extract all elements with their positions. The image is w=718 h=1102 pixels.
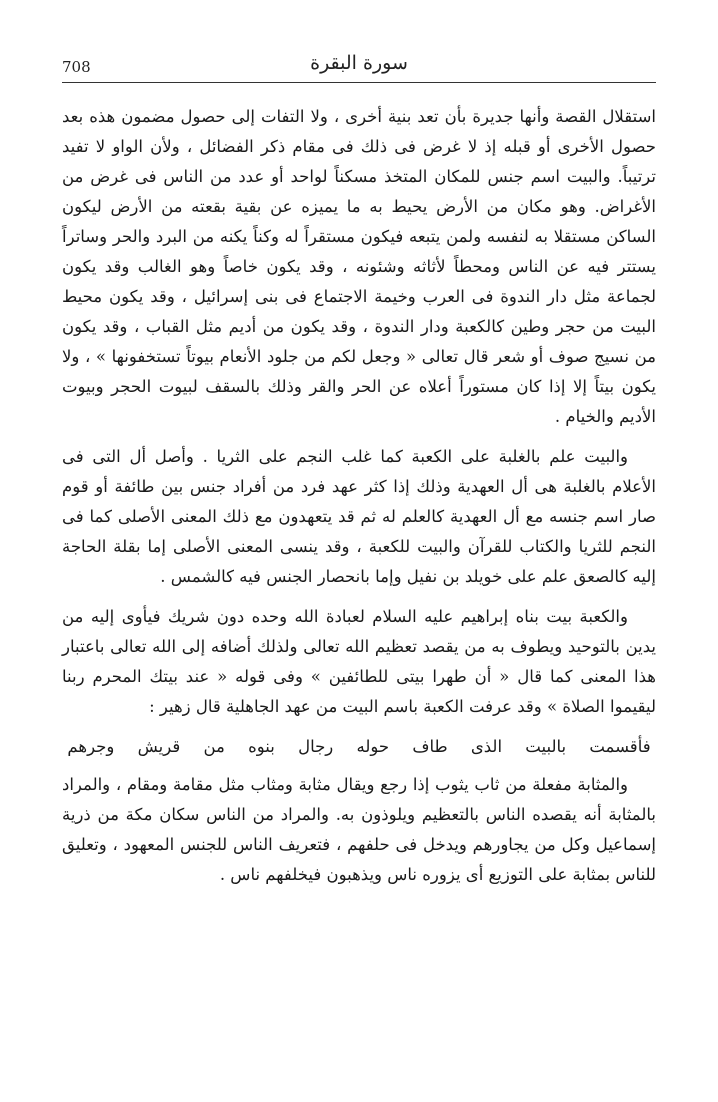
paragraph-house-definition: استقلال القصة وأنها جديرة بأن تعد بنية أخرى ، ولا التفات إلى حصول مضمون هذه بعد حصول الأخرى أو قبله إذ لا غرض فى ذلك فى مقام ذكر الفضائل ، ولأن الواو لا تفيد ترتيباً. والبيت اسم جنس للمكان المتخذ مسكناً لواحد أو عدد من الناس فى غرض من الأغراض. وهو مكان من الأرض يحيط به ما يميزه عن بقية بقعته من الأرض ليكون الساكن مستقلا به لنفسه ولمن يتبعه فيكون مستقراً له وكناً يكنه من البرد والحر وساتراً يستتر فيه عن الناس ومحطاً لأثاثه وشئونه ، وقد يكون خاصاً وهو الغالب وقد يكون لجماعة مثل دار الندوة فى العرب وخيمة الاجتماع فى بنى إسرائيل ، وقد يكون محيط البيت من حجر وطين كالكعبة ودار الندوة ، وقد يكون من أديم مثل القباب ، وقد يكون من نسيج صوف أو شعر قال تعالى « وجعل لكم من جلود الأنعام بيوتاً تستخفونها » ، ولا يكون بيتاً إلا إذا كان مستوراً أعلاه عن الحر والقر وذلك بالسقف لبيوت الحجر وبيوت الأديم والخيام . <box>62 107 656 426</box>
header-rule <box>62 82 656 83</box>
page-number: 708 <box>62 58 91 76</box>
paragraph-kaaba-name: والبيت علم بالغلبة على الكعبة كما غلب النجم على الثريا . وأصل أل التى فى الأعلام بالغلبة هى أل العهدية وذلك إذا كثر عهد فرد من أفراد جنس بين طائفة أو قوم صار اسم جنسه مع أل العهدية كالعلم له ثم قد يتعهدون مع ذلك المعنى الأصلى كما فى النجم للثريا والكتاب للقرآن والبيت للكعبة ، وقد ينسى المعنى الأصلى إما بقلة الحاجة إليه كالصعق علم على خويلد بن نفيل وإما بانحصار الجنس فيه كالشمس . <box>62 447 656 586</box>
paragraph-kaaba-history: والكعبة بيت بناه إبراهيم عليه السلام لعبادة الله وحده دون شريك فيأوى إليه من يدين بالتوحيد ويطوف به من يقصد تعظيم الله تعالى ولذلك أضافه إلى الله تعالى باعتبار هذا المعنى كما قال « أن طهرا بيتى للطائفين » وفى قوله « عند بيتك المحرم ربنا ليقيموا الصلاة » وقد عرفت الكعبة باسم البيت من عهد الجاهلية قال زهير : <box>62 607 656 716</box>
page-header <box>62 50 656 80</box>
paragraph-mathaba: والمثابة مفعلة من ثاب يثوب إذا رجع ويقال مثابة ومثاب مثل مقامة ومقام ، والمراد بالمثابة أنه يقصده الناس بالتعظيم ويلوذون به. والمراد من الناس سكان مكة من ذرية إسماعيل وكل من يجاورهم ويدخل فى حلفهم ، فتعريف الناس للجنس المعهود ، وتعليق للناس بمثابة على التوزيع أى يزوره ناس ويذهبون فيخلفهم ناس . <box>62 775 656 884</box>
poetry-verse: فأقسمت بالبيت الذى طاف حوله رجال بنوه من قريش وجرهم <box>67 737 651 756</box>
surah-title: سورة البقرة <box>310 52 408 74</box>
body-text <box>62 102 656 900</box>
